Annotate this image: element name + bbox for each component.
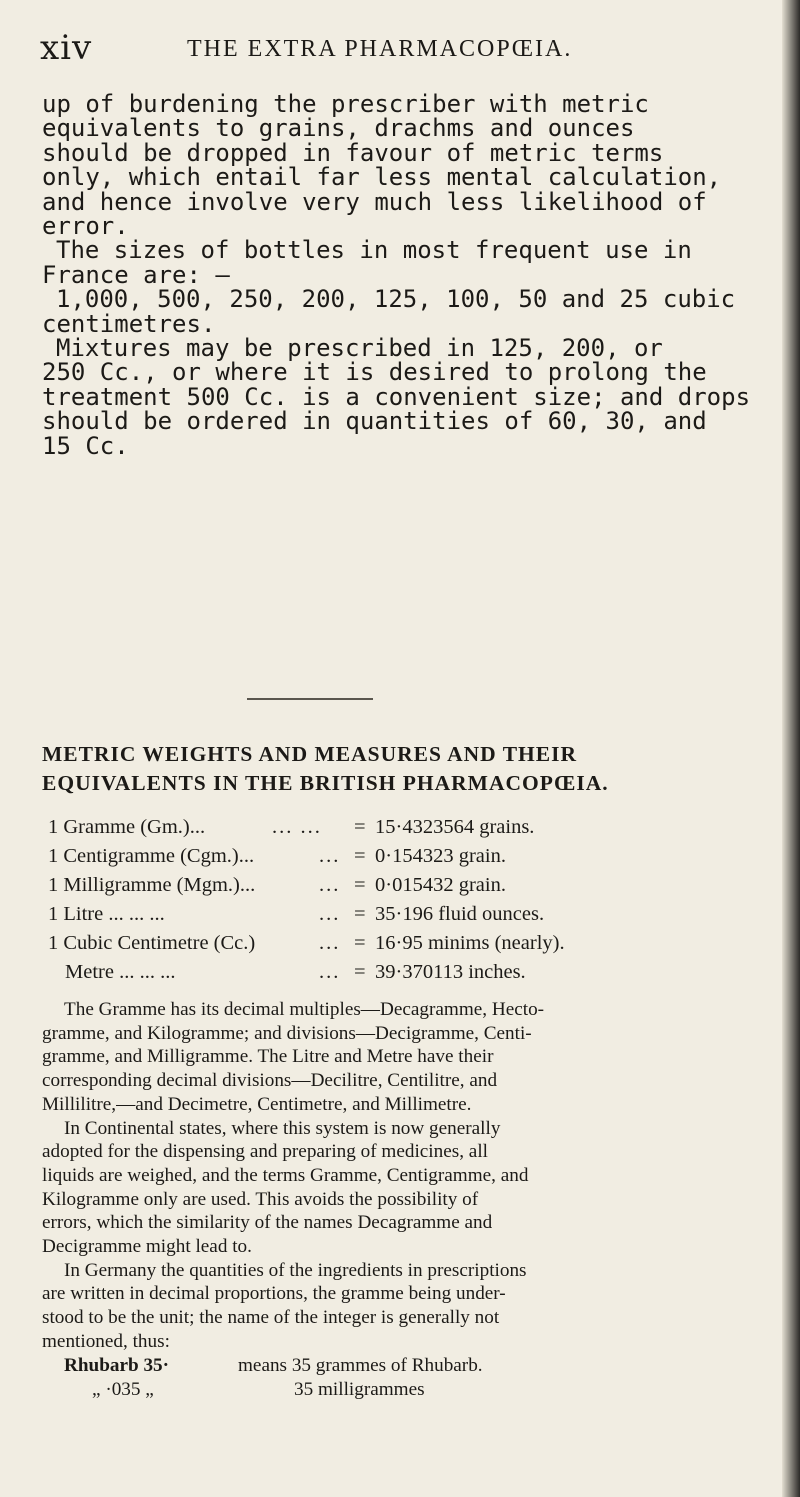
table-heading-line: EQUIVALENTS IN THE BRITISH PHARMACOPŒIA.	[42, 771, 609, 795]
equivalent-value: 39·370113 inches.	[375, 961, 526, 983]
equivalents-table	[48, 813, 768, 987]
unit-name: 1 Cubic Centimetre (Cc.)	[48, 932, 256, 954]
line: liquids are weighed, and the terms Gramme, Centigramme, and	[42, 1164, 529, 1186]
line: equivalents to grains, drachms and ounces	[42, 114, 635, 143]
line: treatment 500 Cc. is a convenient size; and drops	[42, 382, 751, 411]
line: stood to be the unit; the name of the integer is generally not	[42, 1307, 500, 1329]
unit-name: 1 Centigramme (Cgm.)...	[48, 845, 255, 867]
line: Decigramme might lead to.	[42, 1236, 252, 1258]
leader-dots: ... ...	[272, 816, 322, 838]
leader-dots: ...	[319, 932, 341, 954]
example-meaning: means 35 grammes of Rhubarb.	[238, 1354, 483, 1376]
line: centimetres.	[42, 309, 216, 338]
leader-dots: ...	[319, 903, 341, 925]
example-meaning: 35 milligrammes	[294, 1378, 425, 1400]
equivalent-value: 16·95 minims (nearly).	[375, 932, 565, 954]
equals-sign: =	[354, 903, 366, 925]
line: mentioned, thus:	[42, 1330, 170, 1352]
line: are written in decimal proportions, the gramme being under-	[42, 1283, 506, 1305]
table-row	[48, 900, 768, 929]
line: Millilitre,—and Decimetre, Centimetre, and Millimetre.	[42, 1093, 472, 1115]
line: errors, which the similarity of the names Decagramme and	[42, 1212, 493, 1234]
example-drug: „ ·035 „	[92, 1378, 154, 1400]
example-drug: Rhubarb 35·	[64, 1354, 170, 1376]
equals-sign: =	[354, 932, 366, 954]
unit-name: 1 Milligramme (Mgm.)...	[48, 874, 256, 896]
unit-name: Metre ... ... ...	[65, 961, 176, 983]
example-line	[42, 1378, 772, 1402]
equals-sign: =	[354, 845, 366, 867]
line: 1,000, 500, 250, 200, 125, 100, 50 and 25 cubic	[56, 285, 736, 314]
table-row	[48, 842, 768, 871]
leader-dots: ...	[319, 961, 341, 983]
running-header	[40, 28, 760, 68]
line: France are: –	[42, 260, 230, 289]
page-edge-shadow	[782, 0, 800, 1497]
line: should be dropped in favour of metric terms	[42, 138, 664, 167]
table-row	[48, 958, 768, 987]
equivalent-value: 0·015432 grain.	[375, 874, 506, 896]
line: 250 Cc., or where it is desired to prolong the	[42, 358, 707, 387]
line: error.	[42, 212, 129, 241]
line: should be ordered in quantities of 60, 30, and	[42, 407, 707, 436]
line: up of burdening the prescriber with metric	[42, 90, 649, 118]
equivalent-value: 35·196 fluid ounces.	[375, 903, 545, 925]
example-line	[42, 1354, 772, 1378]
equivalent-value: 0·154323 grain.	[375, 845, 506, 867]
equals-sign: =	[354, 961, 366, 983]
line: In Germany the quantities of the ingredients in prescriptions	[64, 1259, 527, 1281]
section-divider	[247, 698, 373, 700]
line: In Continental states, where this system is now generally	[64, 1117, 501, 1139]
line: The sizes of bottles in most frequent use in	[56, 236, 692, 265]
running-title: THE EXTRA PHARMACOPŒIA.	[187, 36, 573, 62]
line: adopted for the dispensing and preparing of medicines, all	[42, 1141, 488, 1163]
line: gramme, and Milligramme. The Litre and Metre have their	[42, 1046, 494, 1068]
unit-name: 1 Gramme (Gm.)...	[48, 816, 206, 838]
line: only, which entail far less mental calculation,	[42, 163, 722, 192]
equals-sign: =	[354, 874, 366, 896]
line: The Gramme has its decimal multiples—Decagramme, Hecto-	[64, 999, 545, 1020]
table-heading	[42, 740, 772, 798]
line: Kilogramme only are used. This avoids the possibility of	[42, 1188, 479, 1210]
line: Mixtures may be prescribed in 125, 200, or	[56, 334, 663, 363]
table-row	[48, 871, 768, 900]
table-heading-line: METRIC WEIGHTS AND MEASURES AND THEIR	[42, 742, 577, 766]
lower-text-block	[42, 998, 772, 1402]
page-number: xiv	[40, 28, 93, 68]
upper-text-block	[42, 92, 754, 458]
table-row	[48, 813, 768, 842]
leader-dots: ...	[319, 845, 341, 867]
unit-name: 1 Litre ... ... ...	[48, 903, 165, 925]
equals-sign: =	[354, 816, 366, 838]
line: and hence involve very much less likelihood of	[42, 187, 707, 216]
line: corresponding decimal divisions—Decilitre, Centilitre, and	[42, 1070, 498, 1092]
line: 15 Cc.	[42, 431, 129, 460]
equivalent-value: 15·4323564 grains.	[375, 816, 535, 838]
table-row	[48, 929, 768, 958]
line: gramme, and Kilogramme; and divisions—Decigramme, Centi-	[42, 1022, 532, 1044]
leader-dots: ...	[319, 874, 341, 896]
